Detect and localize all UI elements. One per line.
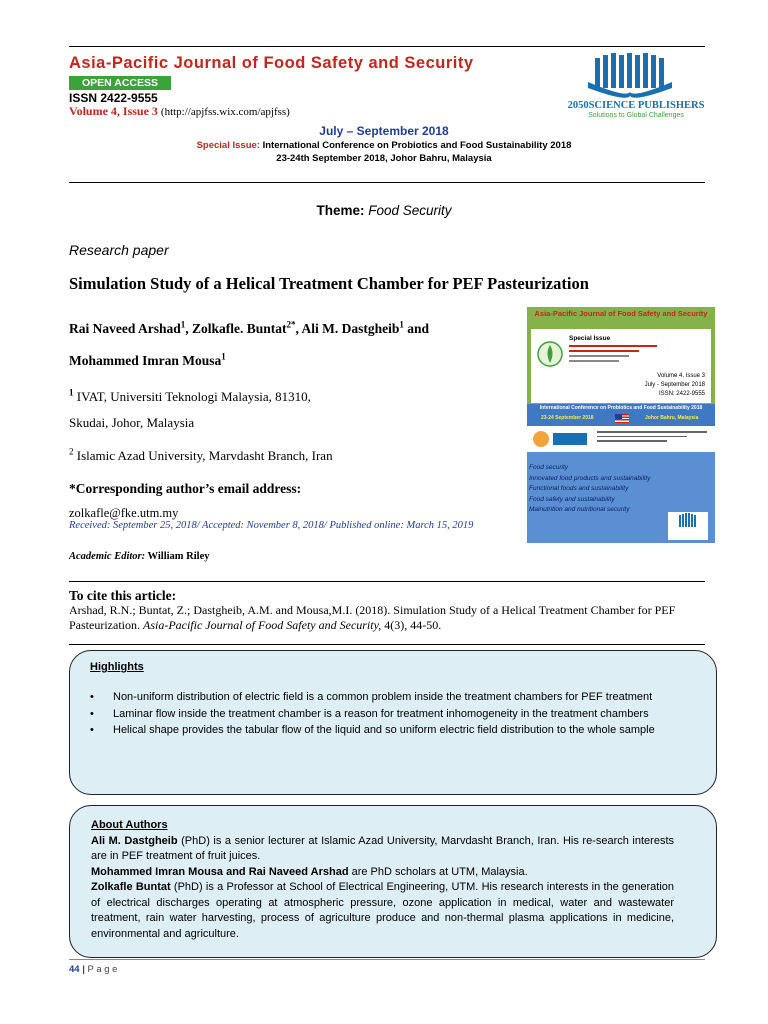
top-rule bbox=[69, 46, 705, 47]
special-issue-label: Special Issue: bbox=[196, 140, 260, 151]
authors-line-1 bbox=[69, 321, 429, 337]
author-affiliation-mark: 1 bbox=[399, 319, 404, 330]
bullet: • bbox=[90, 724, 94, 736]
about-paragraph bbox=[91, 865, 674, 881]
cover-topic: Malnutrition and nutritional security bbox=[529, 506, 630, 513]
about-paragraph bbox=[91, 834, 674, 865]
author-name: Ali M. Dastgheib bbox=[301, 321, 400, 336]
text-line bbox=[597, 431, 707, 433]
flag-canton bbox=[615, 414, 622, 419]
about-name: Mohammed Imran Mousa and Rai Naveed Arshad bbox=[91, 865, 349, 878]
affiliation-number: 1 bbox=[69, 387, 74, 398]
highlights-heading: Highlights bbox=[90, 661, 144, 673]
citation-volume: 4(3), 44-50. bbox=[381, 618, 442, 632]
malaysia-flag-icon bbox=[615, 414, 629, 423]
academic-editor bbox=[69, 551, 210, 562]
list-item bbox=[90, 707, 674, 722]
page-number: 44 bbox=[69, 964, 80, 975]
book-logo-icon bbox=[668, 512, 708, 532]
issue-period: July – September 2018 bbox=[319, 124, 449, 138]
corresponding-label: *Corresponding author’s email address: bbox=[69, 481, 302, 496]
cover-topic: Functional foods and sustainability bbox=[529, 485, 629, 492]
journal-cover-image bbox=[527, 307, 715, 543]
publication-dates: Received: September 25, 2018/ Accepted: November 8, 2018/ Published online: March 15, 2019 bbox=[69, 520, 474, 531]
cover-topics bbox=[529, 463, 650, 516]
about-name: Ali M. Dastgheib bbox=[91, 834, 178, 847]
conference-location: 23-24th September 2018, Johor Bahru, Malaysia bbox=[276, 153, 492, 164]
header-rule bbox=[69, 182, 705, 183]
page-word: P a g e bbox=[87, 964, 118, 975]
about-paragraph bbox=[91, 880, 674, 942]
affiliation-1 bbox=[69, 389, 311, 405]
about-name: Zolkafle Buntat bbox=[91, 881, 171, 893]
author-name: Mohammed Imran Mousa bbox=[69, 353, 222, 368]
about-text: (PhD) is a Professor at School of Electrical Engineering, UTM. His research interests in the generation of electrical discharges operating at atmospheric pressure, ozone application in medical, water and wastewater treatment, rain water harvesting, process of agriculture produce and non-thermal plasma applications in medicine, environmental and agriculture. bbox=[91, 881, 674, 940]
affiliation-number: 2 bbox=[69, 446, 74, 457]
special-issue-text: International Conference on Probiotics and Food Sustainability 2018 bbox=[262, 140, 572, 151]
about-text: are PhD scholars at UTM, Malaysia. bbox=[348, 865, 528, 878]
authors-line-2 bbox=[69, 353, 226, 369]
cover-sponsor-text bbox=[597, 431, 707, 442]
text-line bbox=[569, 360, 619, 362]
volume-issue bbox=[69, 104, 290, 119]
text-line bbox=[597, 436, 687, 438]
conference-logo-icon bbox=[535, 339, 565, 369]
cover-publisher-logo bbox=[668, 512, 708, 540]
citation-top-rule bbox=[69, 581, 705, 582]
citation-body: Arshad, R.N.; Buntat, Z.; Dastgheib, A.M. and Mousa,M.I. (2018). Simulation Study of a Helical Treatment Chamber for PEF Pasteurization. bbox=[69, 603, 676, 632]
publisher-logo bbox=[566, 52, 706, 124]
theme-value: Food Security bbox=[368, 203, 452, 218]
issn: ISSN 2422-9555 bbox=[69, 91, 158, 105]
cover-conference-dates: 23-24 September 2018 bbox=[541, 415, 594, 421]
cover-conference-location: Johor Bahru, Malaysia bbox=[645, 415, 699, 421]
affiliation-2-text: Islamic Azad University, Marvdasht Branch, Iran bbox=[73, 448, 333, 463]
cover-text-lines bbox=[569, 345, 659, 362]
page-footer bbox=[69, 964, 117, 975]
author-name: Rai Naveed Arshad bbox=[69, 321, 181, 336]
highlight-text: Laminar flow inside the treatment chamber is a reason for treatment inhomogeneity in the treatment chambers bbox=[113, 707, 649, 720]
publisher-name: 2050SCIENCE PUBLISHERS bbox=[567, 100, 705, 111]
and-word: and bbox=[403, 321, 430, 336]
special-issue bbox=[0, 140, 768, 151]
publisher-tagline: Solutions to Global Challenges bbox=[588, 112, 684, 119]
bullet: • bbox=[90, 691, 94, 703]
citation-text bbox=[69, 603, 709, 633]
about-text: (PhD) is a senior lecturer at Islamic Azad University, Marvdasht Branch, Iran. His re-search interests are in PEF treatment of fruit juices. bbox=[91, 834, 674, 862]
volume-issue-text: Volume 4, Issue 3 bbox=[69, 104, 158, 118]
theme-label: Theme: bbox=[316, 203, 365, 218]
cover-special-issue: Special Issue bbox=[569, 335, 611, 342]
affiliation-1-line-2: Skudai, Johor, Malaysia bbox=[69, 415, 195, 430]
footer-separator: | bbox=[82, 964, 85, 975]
cover-volume: Volume 4, Issue 3 bbox=[657, 373, 705, 379]
text-line bbox=[569, 355, 629, 357]
author-name: Zolkafle. Buntat bbox=[192, 321, 287, 336]
list-item bbox=[90, 723, 674, 738]
highlight-text: Non-uniform distribution of electric field is a common problem inside the treatment chambers for PEF treatment bbox=[113, 691, 653, 703]
cover-issn: ISSN: 2422-9555 bbox=[658, 391, 705, 397]
article-title: Simulation Study of a Helical Treatment Chamber for PEF Pasteurization bbox=[69, 274, 589, 293]
editor-name: William Riley bbox=[145, 551, 210, 562]
text-line bbox=[569, 350, 639, 352]
cover-special-issue-panel bbox=[531, 329, 711, 403]
cover-title: Asia-Pacific Journal of Food Safety and Security bbox=[534, 309, 708, 318]
author-affiliation-mark: 1 bbox=[221, 351, 226, 362]
affiliation-1-text: IVAT, Universiti Teknologi Malaysia, 81310, bbox=[73, 389, 311, 404]
affiliation-2 bbox=[69, 448, 333, 464]
highlights-list bbox=[90, 690, 674, 740]
book-logo-icon bbox=[566, 52, 706, 100]
journal-title: Asia-Pacific Journal of Food Safety and Security bbox=[69, 54, 474, 72]
theme bbox=[0, 203, 768, 218]
bullet: • bbox=[90, 707, 94, 720]
cover-sponsors-strip bbox=[527, 426, 715, 452]
about-heading: About Authors bbox=[91, 819, 168, 831]
cover-topics-panel bbox=[527, 452, 715, 543]
cover-topic: Food security bbox=[529, 464, 569, 471]
citation-journal: Asia-Pacific Journal of Food Safety and Security, bbox=[142, 618, 382, 632]
cover-period: July - September 2018 bbox=[644, 382, 705, 388]
editor-label: Academic Editor: bbox=[69, 551, 146, 562]
author-affiliation-mark: 2* bbox=[286, 319, 296, 330]
about-authors bbox=[91, 818, 674, 942]
open-access-badge: OPEN ACCESS bbox=[69, 76, 171, 90]
list-item bbox=[90, 690, 674, 705]
author-affiliation-mark: 1 bbox=[180, 319, 186, 330]
article-type: Research paper bbox=[69, 242, 169, 258]
sponsor-logo-icon bbox=[531, 429, 591, 449]
journal-url[interactable]: (http://apjfss.wix.com/apjfss) bbox=[160, 106, 290, 118]
citation-bottom-rule bbox=[69, 644, 705, 645]
text-line bbox=[569, 345, 657, 347]
cover-conference-title: International Conference on Probiotics and Food Sustainability 2018 bbox=[539, 405, 703, 411]
text-line bbox=[597, 440, 667, 442]
cover-topic: Food safety and sustainability bbox=[529, 495, 615, 503]
author-separator: , bbox=[295, 321, 302, 336]
cover-conference-banner bbox=[527, 404, 715, 426]
footer-rule bbox=[69, 959, 705, 960]
corresponding-email[interactable]: zolkafle@fke.utm.my bbox=[69, 506, 179, 520]
highlight-text: Helical shape provides the tabular flow of the liquid and so uniform electric field distribution to the whole sample bbox=[113, 724, 655, 736]
cover-topic: Innovated food products and sustainability bbox=[529, 474, 651, 482]
author-separator: , bbox=[185, 321, 193, 336]
citation-heading: To cite this article: bbox=[69, 588, 177, 603]
